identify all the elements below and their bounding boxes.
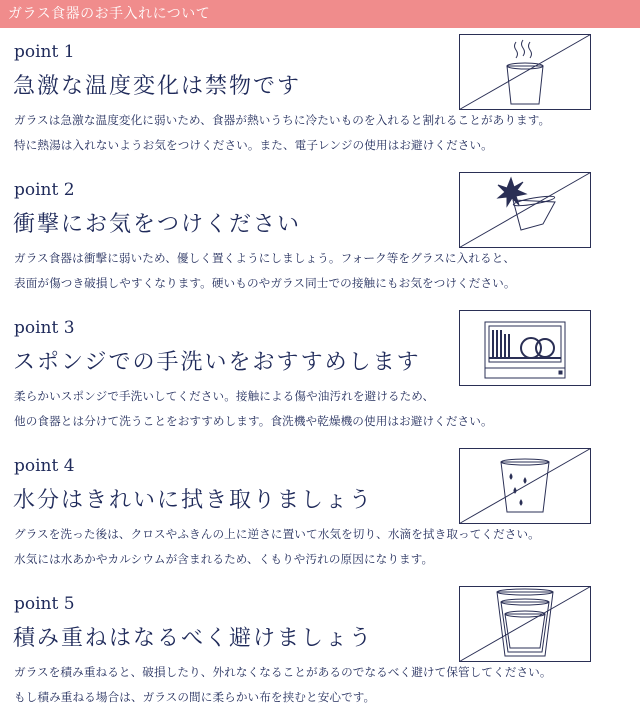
page-title-banner [0,0,640,28]
section-heading: 衝撃にお気をつけください [13,212,302,237]
care-section-4 [0,444,640,581]
section-heading: 積み重ねはなるべく避けましょう [13,626,374,651]
point-label: point 3 [14,318,75,338]
body-text-line: 表面が傷つき破損しやすくなります。硬いものやガラス同士での接触にもお気をつけください。 [14,276,516,290]
point-label: point 2 [14,180,75,200]
page-title: ガラス食器のお手入れについて [8,6,211,22]
body-text-line: グラスを洗った後は、クロスやふきんの上に逆さに置いて水気を切り、水滴を拭き取ってください。 [14,527,540,541]
dishwasher-icon [459,310,591,386]
body-text-line: 特に熱湯は入れないようお気をつけください。また、電子レンジの使用はお避けください。 [14,138,493,152]
point-label: point 5 [14,594,75,614]
body-text-line: ガラス食器は衝撃に弱いため、優しく置くようにしましょう。フォーク等をグラスに入れると、 [14,251,516,265]
body-text-line: ガラスを積み重ねると、破損したり、外れなくなることがあるのでなるべく避けて保管してください。 [14,665,552,679]
body-text-line: ガラスは急激な温度変化に弱いため、食器が熱いうちに冷たいものを入れると割れることがあります。 [14,113,551,127]
point-label: point 1 [14,42,75,62]
body-text-line: 他の食器とは分けて洗うことをおすすめします。食洗機や乾燥機の使用はお避けください。 [14,414,493,428]
section-heading: 水分はきれいに拭き取りましょう [13,488,374,513]
care-section-2 [0,168,640,305]
care-section-5 [0,582,640,719]
hot-glass-icon [459,34,591,110]
stacked-glasses-icon [459,586,591,662]
care-section-3 [0,306,640,443]
point-label: point 4 [14,456,75,476]
section-heading: スポンジでの手洗いをおすすめします [13,350,421,375]
impact-glass-icon [459,172,591,248]
wet-glass-icon [459,448,591,524]
body-text-line: 柔らかいスポンジで手洗いしてください。接触による傷や油汚れを避けるため、 [14,389,435,403]
body-text-line: もし積み重ねる場合は、ガラスの間に柔らかい布を挟むと安心です。 [14,690,376,704]
body-text-line: 水気には水あかやカルシウムが含まれるため、くもりや汚れの原因になります。 [14,552,434,566]
care-section-1 [0,30,640,167]
section-heading: 急激な温度変化は禁物です [13,74,302,99]
